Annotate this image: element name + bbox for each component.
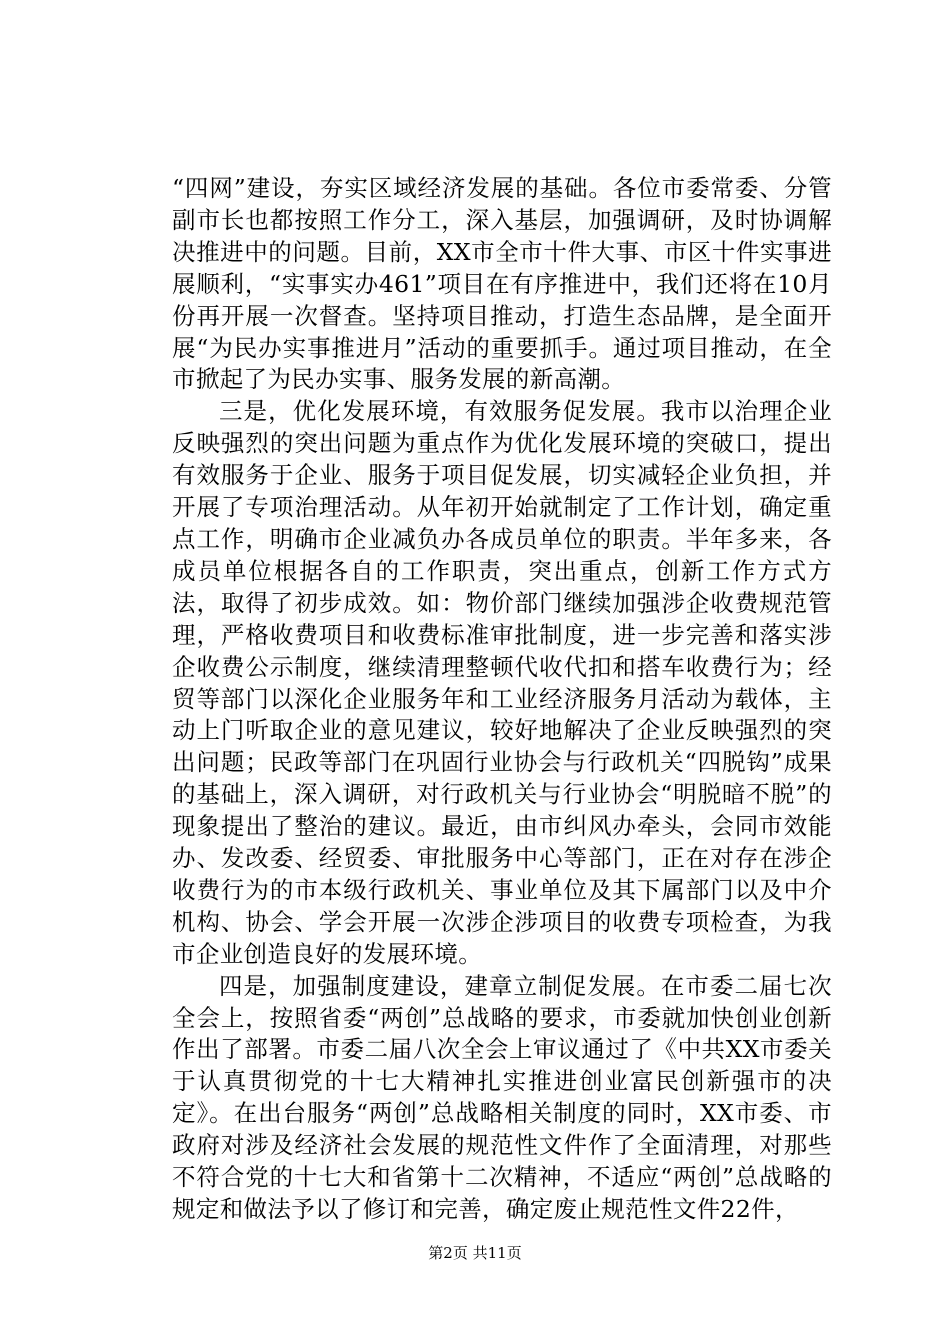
document-body (172, 173, 832, 1226)
paragraph-continuation: “四网”建设，夯实区域经济发展的基础。各位市委常委、分管副市长也都按照工作分工，深入基层，加强调研，及时协调解决推进中的问题。目前，XX市全市十件大事、市区十件实事进展顺利，“实事实办461”项目在有序推进中，我们还将在10月份再开展一次督查。坚持项目推动，打造生态品牌，是全面开展“为民办实事推进月”活动的重要抓手。通过项目推动，在全市掀起了为民办实事、服务发展的新高潮。 (172, 174, 832, 394)
paragraph-optimize-environment: 三是，优化发展环境，有效服务促发展。我市以治理企业反映强烈的突出问题为重点作为优化发展环境的突破口，提出有效服务于企业、服务于项目促发展，切实减轻企业负担，并开展了专项治理活动。从年初开始就制定了工作计划，确定重点工作，明确市企业减负办各成员单位的职责。半年多来，各成员单位根据各自的工作职责，突出重点，创新工作方式方法，取得了初步成效。如：物价部门继续加强涉企收费规范管理，严格收费项目和收费标准审批制度，进一步完善和落实涉企收费公示制度，继续清理整顿代收代扣和搭车收费行为；经贸等部门以深化企业服务年和工业经济服务月活动为载体，主动上门听取企业的意见建议，较好地解决了企业反映强烈的突出问题；民政等部门在巩固行业协会与行政机关“四脱钩”成果的基础上，深入调研，对行政机关与行业协会“明脱暗不脱”的现象提出了整治的建议。最近，由市纠风办牵头，会同市效能办、发改委、经贸委、审批服务中心等部门，正在对存在涉企收费行为的市本级行政机关、事业单位及其下属部门以及中介机构、协会、学会开展一次涉企涉项目的收费专项检查，为我市企业创造良好的发展环境。 (172, 397, 832, 968)
page-number-footer: 第2页 共11页 (428, 1244, 522, 1262)
paragraph-system-building: 四是，加强制度建设，建章立制促发展。在市委二届七次全会上，按照省委“两创”总战略的要求，市委就加快创业创新作出了部署。市委二届八次全会上审议通过了《中共XX市委关于认真贯彻党的十七大精神扎实推进创业富民创新强市的决定》。在出台服务“两创”总战略相关制度的同时，XX市委、市政府对涉及经济社会发展的规范性文件作了全面清理，对那些不符合党的十七大和省第十二次精神，不适应“两创”总战略的规定和做法予以了修订和完善，确定废止规范性文件22件， (172, 971, 832, 1223)
